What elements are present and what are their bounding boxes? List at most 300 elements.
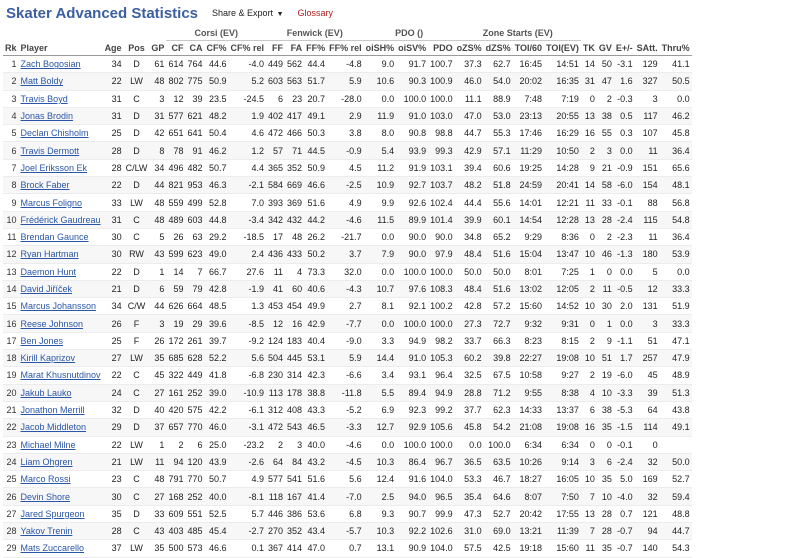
column-header[interactable]: Player — [19, 41, 103, 56]
table-cell: 14:33 — [513, 401, 544, 418]
table-cell: 10.3 — [364, 523, 397, 540]
table-cell: 14.4 — [364, 350, 397, 367]
table-cell: 20:02 — [513, 73, 544, 90]
table-body — [3, 56, 692, 558]
table-cell: 551 — [185, 505, 204, 522]
column-header[interactable]: FF% rel — [327, 41, 364, 56]
player-link[interactable]: Yakov Trenin — [19, 523, 103, 540]
table-row — [3, 142, 692, 159]
table-cell: 43.9 — [205, 453, 229, 470]
table-cell: 27.3 — [455, 315, 484, 332]
table-cell: 51.6 — [304, 471, 327, 488]
table-cell: -2.1 — [229, 177, 267, 194]
table-cell: 14:52 — [544, 298, 581, 315]
player-link[interactable]: Travis Boyd — [19, 90, 103, 107]
table-cell: 90.8 — [396, 125, 428, 142]
table-cell: 55.6 — [484, 194, 513, 211]
table-cell: 9:31 — [544, 315, 581, 332]
column-header[interactable]: Pos — [124, 41, 150, 56]
table-row — [3, 177, 692, 194]
table-cell: 8:15 — [544, 332, 581, 349]
table-cell: 2 — [3, 73, 19, 90]
table-cell: 48.4 — [455, 280, 484, 297]
table-cell: 44 — [149, 298, 166, 315]
group-fenwick: Fenwick (EV) — [266, 26, 364, 41]
table-cell: 98.2 — [428, 332, 455, 349]
table-cell: 7 — [3, 159, 19, 176]
column-header[interactable]: FF — [266, 41, 285, 56]
table-row — [3, 471, 692, 488]
table-cell: 79 — [185, 280, 204, 297]
table-cell: 2.7 — [327, 298, 364, 315]
table-cell: 25.0 — [205, 436, 229, 453]
table-cell: 0.0 — [660, 263, 692, 280]
table-cell: 100.0 — [428, 90, 455, 107]
table-cell: 46.0 — [205, 419, 229, 436]
table-cell: 8:23 — [513, 332, 544, 349]
table-cell: 27.6 — [229, 263, 267, 280]
table-cell: 50.5 — [660, 73, 692, 90]
table-cell: 50.0 — [660, 453, 692, 470]
table-cell: 10 — [597, 384, 614, 401]
table-cell: 151 — [635, 159, 660, 176]
table-cell: 105.3 — [428, 350, 455, 367]
table-cell: 10:58 — [513, 367, 544, 384]
table-cell: 92.2 — [396, 523, 428, 540]
table-cell: 0 — [597, 263, 614, 280]
table-cell: 33 — [103, 194, 124, 211]
table-cell: 19 — [3, 367, 19, 384]
table-cell: 30 — [597, 298, 614, 315]
table-cell: 17:55 — [544, 505, 581, 522]
table-cell: D — [124, 401, 150, 418]
column-header[interactable]: FA — [285, 41, 304, 56]
column-header[interactable]: E+/- — [614, 41, 635, 56]
table-cell: 29 — [103, 419, 124, 436]
player-link[interactable]: Devin Shore — [19, 488, 103, 505]
table-cell: 4.4 — [229, 159, 267, 176]
table-cell: 37.7 — [455, 401, 484, 418]
table-row — [3, 263, 692, 280]
table-cell: 53.1 — [304, 350, 327, 367]
table-cell: 28 — [597, 505, 614, 522]
table-cell: 11.5 — [364, 211, 397, 228]
table-cell: 9 — [581, 159, 597, 176]
table-cell: 11:29 — [513, 142, 544, 159]
table-cell: 51.6 — [484, 246, 513, 263]
column-header[interactable]: oiSV% — [396, 41, 428, 56]
table-cell: 0.0 — [614, 315, 635, 332]
table-cell: 19:08 — [544, 419, 581, 436]
table-cell: D — [124, 177, 150, 194]
column-header[interactable]: FF% — [304, 41, 327, 56]
column-header[interactable]: CF — [166, 41, 185, 56]
table-cell: 100.0 — [396, 315, 428, 332]
player-link[interactable]: Reese Johnson — [19, 315, 103, 332]
table-cell: -3.4 — [229, 211, 267, 228]
table-cell: 352 — [285, 159, 304, 176]
column-header[interactable]: dZS% — [484, 41, 513, 56]
table-cell: 12.7 — [364, 419, 397, 436]
table-cell: 13.1 — [364, 540, 397, 557]
column-header[interactable]: Age — [103, 41, 124, 56]
table-cell: 1.3 — [229, 298, 267, 315]
table-cell: 49.0 — [205, 246, 229, 263]
column-header[interactable]: Rk — [3, 41, 19, 56]
table-cell: C — [124, 211, 150, 228]
table-cell: 114 — [635, 419, 660, 436]
share-export-menu[interactable] — [212, 8, 283, 18]
table-cell: -1.3 — [614, 246, 635, 263]
table-cell: 44.5 — [304, 142, 327, 159]
table-cell: 4 — [285, 263, 304, 280]
table-cell: 53.0 — [484, 107, 513, 124]
column-header[interactable]: CA — [185, 41, 204, 56]
table-cell: 13 — [3, 263, 19, 280]
table-cell: RW — [124, 246, 150, 263]
column-header[interactable]: Thru% — [660, 41, 692, 56]
table-cell: 180 — [635, 246, 660, 263]
player-link[interactable]: David Jiříček — [19, 280, 103, 297]
table-cell: 657 — [166, 419, 185, 436]
player-link[interactable]: Jonathon Merrill — [19, 401, 103, 418]
table-cell: 342 — [266, 211, 285, 228]
table-cell: 45.8 — [660, 125, 692, 142]
table-cell: 31 — [149, 107, 166, 124]
column-header[interactable]: TOI(EV) — [544, 41, 581, 56]
column-header[interactable]: GP — [149, 41, 166, 56]
player-link[interactable]: Jared Spurgeon — [19, 505, 103, 522]
table-cell: D — [124, 56, 150, 73]
table-cell: -4.3 — [327, 280, 364, 297]
table-cell: 46.6 — [205, 540, 229, 557]
table-cell: C/LW — [124, 159, 150, 176]
table-cell: 559 — [166, 194, 185, 211]
table-cell: -0.1 — [614, 194, 635, 211]
table-cell: 8 — [149, 142, 166, 159]
table-cell: 41.1 — [660, 56, 692, 73]
player-link[interactable]: Marcus Johansson — [19, 298, 103, 315]
table-cell: 577 — [166, 107, 185, 124]
player-link[interactable]: Jonas Brodin — [19, 107, 103, 124]
table-cell: 12 — [3, 246, 19, 263]
column-header[interactable]: TK — [581, 41, 597, 56]
table-cell: 98.8 — [428, 125, 455, 142]
table-cell: 100.0 — [484, 436, 513, 453]
player-link[interactable]: Liam Ohgren — [19, 453, 103, 470]
table-cell: 39 — [635, 384, 660, 401]
player-link[interactable]: Declan Chisholm — [19, 125, 103, 142]
column-header[interactable]: oZS% — [455, 41, 484, 56]
table-cell: 120 — [185, 453, 204, 470]
table-cell: 403 — [166, 523, 185, 540]
player-link[interactable]: Mats Zuccarello — [19, 540, 103, 557]
table-cell: 10.3 — [364, 453, 397, 470]
table-cell: 8:36 — [544, 228, 581, 245]
table-cell: 22 — [103, 73, 124, 90]
table-cell: 3 — [285, 436, 304, 453]
table-cell: 48.9 — [660, 367, 692, 384]
player-link[interactable]: Joel Eriksson Ek — [19, 159, 103, 176]
column-header[interactable]: TOI/60 — [513, 41, 544, 56]
table-cell: 16:35 — [544, 73, 581, 90]
table-cell: 44.4 — [304, 56, 327, 73]
table-cell: 94 — [166, 453, 185, 470]
player-link[interactable]: Kirill Kaprizov — [19, 350, 103, 367]
table-cell: 0.3 — [614, 125, 635, 142]
table-cell: -6.1 — [229, 401, 267, 418]
table-cell: 11 — [581, 540, 597, 557]
table-cell: 11 — [635, 142, 660, 159]
table-cell: 252 — [185, 384, 204, 401]
table-cell: 48.1 — [660, 177, 692, 194]
table-cell: 31 — [103, 90, 124, 107]
table-cell: 7.9 — [364, 246, 397, 263]
table-cell: 50.7 — [205, 471, 229, 488]
table-cell: 6:34 — [513, 436, 544, 453]
table-cell: 27 — [149, 488, 166, 505]
player-link[interactable]: Marcus Foligno — [19, 194, 103, 211]
table-cell: 24 — [103, 384, 124, 401]
table-cell: 9:29 — [513, 228, 544, 245]
table-cell: 50 — [597, 56, 614, 73]
table-cell: 685 — [166, 350, 185, 367]
table-cell: -4.6 — [327, 211, 364, 228]
table-cell: 2.0 — [614, 298, 635, 315]
column-header[interactable]: PDO — [428, 41, 455, 56]
table-cell: 48.5 — [205, 298, 229, 315]
column-header-row — [3, 41, 692, 56]
table-cell: 3 — [149, 315, 166, 332]
table-cell: 50.7 — [205, 159, 229, 176]
player-link[interactable]: Michael Milne — [19, 436, 103, 453]
table-cell: 50.4 — [205, 125, 229, 142]
column-header[interactable]: SAtt. — [635, 41, 660, 56]
table-cell: 36.4 — [660, 142, 692, 159]
table-cell: 504 — [266, 350, 285, 367]
table-cell: 9:14 — [544, 453, 581, 470]
table-cell: 0 — [581, 315, 597, 332]
table-cell: 57.5 — [455, 540, 484, 557]
table-cell: 0 — [581, 90, 597, 107]
table-cell: -18.5 — [229, 228, 267, 245]
player-link[interactable]: Frédérick Gaudreau — [19, 211, 103, 228]
table-cell: 623 — [185, 246, 204, 263]
table-cell: 7.0 — [229, 194, 267, 211]
player-link[interactable]: Brendan Gaunce — [19, 228, 103, 245]
table-cell: 65.6 — [660, 159, 692, 176]
table-cell: 96.5 — [428, 488, 455, 505]
table-cell: 58 — [597, 177, 614, 194]
column-header[interactable]: GV — [597, 41, 614, 56]
table-cell: 0.0 — [364, 315, 397, 332]
table-cell: 1.6 — [614, 73, 635, 90]
table-cell: 5 — [149, 228, 166, 245]
player-link[interactable]: Matt Boldy — [19, 73, 103, 90]
table-cell: 62.3 — [484, 401, 513, 418]
table-cell: 402 — [266, 107, 285, 124]
table-cell: 22 — [103, 263, 124, 280]
group-blank — [3, 26, 166, 41]
table-cell: 47.1 — [660, 332, 692, 349]
table-cell: 436 — [266, 246, 285, 263]
table-cell: 92.9 — [396, 419, 428, 436]
table-cell: 140 — [635, 540, 660, 557]
table-cell: 1.9 — [229, 107, 267, 124]
table-cell: 28 — [597, 211, 614, 228]
table-cell: 54.8 — [660, 211, 692, 228]
table-cell: 0.0 — [455, 436, 484, 453]
table-cell: 86.4 — [396, 453, 428, 470]
table-cell: 433 — [285, 246, 304, 263]
table-cell: 10:26 — [513, 453, 544, 470]
table-cell: 48 — [149, 194, 166, 211]
player-link[interactable]: Marco Rossi — [19, 471, 103, 488]
table-cell: D — [124, 419, 150, 436]
table-cell: -4.0 — [614, 488, 635, 505]
table-cell: 14:54 — [513, 211, 544, 228]
player-link[interactable]: Ben Jones — [19, 332, 103, 349]
table-cell: 35 — [149, 540, 166, 557]
table-cell: 5.2 — [229, 73, 267, 90]
table-cell: 37 — [103, 540, 124, 557]
table-cell: 11.1 — [455, 90, 484, 107]
table-cell: -2.6 — [229, 453, 267, 470]
table-cell: 154 — [635, 177, 660, 194]
table-cell: 9 — [597, 332, 614, 349]
table-row — [3, 401, 692, 418]
table-cell: 47.0 — [304, 540, 327, 557]
table-cell: 1 — [597, 315, 614, 332]
table-cell: 7 — [185, 263, 204, 280]
table-cell: 14 — [3, 280, 19, 297]
table-cell: 4.5 — [327, 159, 364, 176]
player-link[interactable]: Jakub Lauko — [19, 384, 103, 401]
table-cell: 90.7 — [396, 505, 428, 522]
table-cell: 10 — [3, 211, 19, 228]
table-cell: 365 — [266, 159, 285, 176]
table-cell: 0.5 — [614, 107, 635, 124]
player-link[interactable]: Daemon Hunt — [19, 263, 103, 280]
table-cell: 562 — [285, 56, 304, 73]
player-link[interactable]: Marat Khusnutdinov — [19, 367, 103, 384]
table-cell: 14:28 — [544, 159, 581, 176]
table-cell: 10.7 — [364, 280, 397, 297]
table-cell: 102.4 — [428, 194, 455, 211]
table-cell: 100.0 — [428, 263, 455, 280]
table-cell: 47.9 — [660, 350, 692, 367]
table-cell: 496 — [166, 159, 185, 176]
table-cell: -2.4 — [614, 453, 635, 470]
table-row — [3, 159, 692, 176]
table-cell: 88.9 — [484, 90, 513, 107]
table-cell: 46.7 — [484, 471, 513, 488]
player-link[interactable]: Zach Bogosian — [19, 56, 103, 73]
table-cell: 3 — [149, 90, 166, 107]
table-cell: 669 — [285, 177, 304, 194]
table-cell: 2 — [266, 436, 285, 453]
table-cell: 8.1 — [364, 298, 397, 315]
table-row — [3, 90, 692, 107]
table-cell: 108.3 — [428, 280, 455, 297]
table-cell: 46.0 — [455, 73, 484, 90]
table-cell: 11 — [266, 263, 285, 280]
table-row — [3, 211, 692, 228]
glossary-link[interactable]: Glossary — [297, 8, 334, 18]
player-link[interactable]: Jacob Middleton — [19, 419, 103, 436]
table-cell: 603 — [266, 73, 285, 90]
table-cell: -1.1 — [614, 332, 635, 349]
table-cell: 43.8 — [660, 401, 692, 418]
table-cell: 664 — [185, 298, 204, 315]
table-cell: 40 — [149, 401, 166, 418]
player-link[interactable]: Travis Dermott — [19, 142, 103, 159]
table-cell: 31 — [103, 211, 124, 228]
table-cell: 40.6 — [304, 280, 327, 297]
table-cell: 99.2 — [428, 401, 455, 418]
column-header[interactable]: CF% — [205, 41, 229, 56]
table-cell: C — [124, 367, 150, 384]
table-cell: 791 — [166, 471, 185, 488]
table-cell: 13 — [581, 107, 597, 124]
table-cell: 0.0 — [364, 263, 397, 280]
table-cell: D — [124, 505, 150, 522]
table-cell: 14:51 — [544, 56, 581, 73]
table-cell: 10.9 — [364, 177, 397, 194]
table-cell: 7 — [581, 488, 597, 505]
table-cell: 367 — [266, 540, 285, 557]
table-cell: 621 — [185, 107, 204, 124]
table-cell: 35 — [597, 419, 614, 436]
table-cell: 230 — [266, 367, 285, 384]
table-cell: 8.0 — [364, 125, 397, 142]
table-cell: -2.7 — [229, 523, 267, 540]
table-cell: 1 — [581, 263, 597, 280]
table-cell: 6:34 — [544, 436, 581, 453]
table-cell: 432 — [285, 211, 304, 228]
player-link[interactable]: Ryan Hartman — [19, 246, 103, 263]
table-cell: 51 — [597, 350, 614, 367]
player-link[interactable]: Brock Faber — [19, 177, 103, 194]
table-cell: 23.5 — [205, 90, 229, 107]
table-cell: 84 — [285, 453, 304, 470]
table-cell: 17 — [266, 228, 285, 245]
table-cell: -1.5 — [614, 419, 635, 436]
table-cell: C — [124, 90, 150, 107]
table-cell: 48 — [149, 211, 166, 228]
table-cell: 94.0 — [396, 488, 428, 505]
table-cell: 29 — [3, 540, 19, 557]
table-cell: 49.1 — [304, 107, 327, 124]
table-cell: 29 — [185, 315, 204, 332]
column-header[interactable]: CF% rel — [229, 41, 267, 56]
dropdown-arrow-icon: ▼ — [276, 11, 284, 18]
table-cell: 113 — [266, 384, 285, 401]
table-cell: 40.0 — [205, 488, 229, 505]
table-cell: 168 — [166, 488, 185, 505]
table-cell: 14 — [581, 56, 597, 73]
table-cell: 12 — [166, 90, 185, 107]
table-cell: 89.4 — [396, 384, 428, 401]
table-cell: C — [124, 471, 150, 488]
table-cell: 26 — [149, 332, 166, 349]
table-cell: 22 — [103, 177, 124, 194]
table-cell: LW — [124, 540, 150, 557]
column-header[interactable]: oiSH% — [364, 41, 397, 56]
table-cell: 51 — [635, 332, 660, 349]
table-cell: 48 — [285, 228, 304, 245]
table-cell: 25 — [3, 471, 19, 488]
